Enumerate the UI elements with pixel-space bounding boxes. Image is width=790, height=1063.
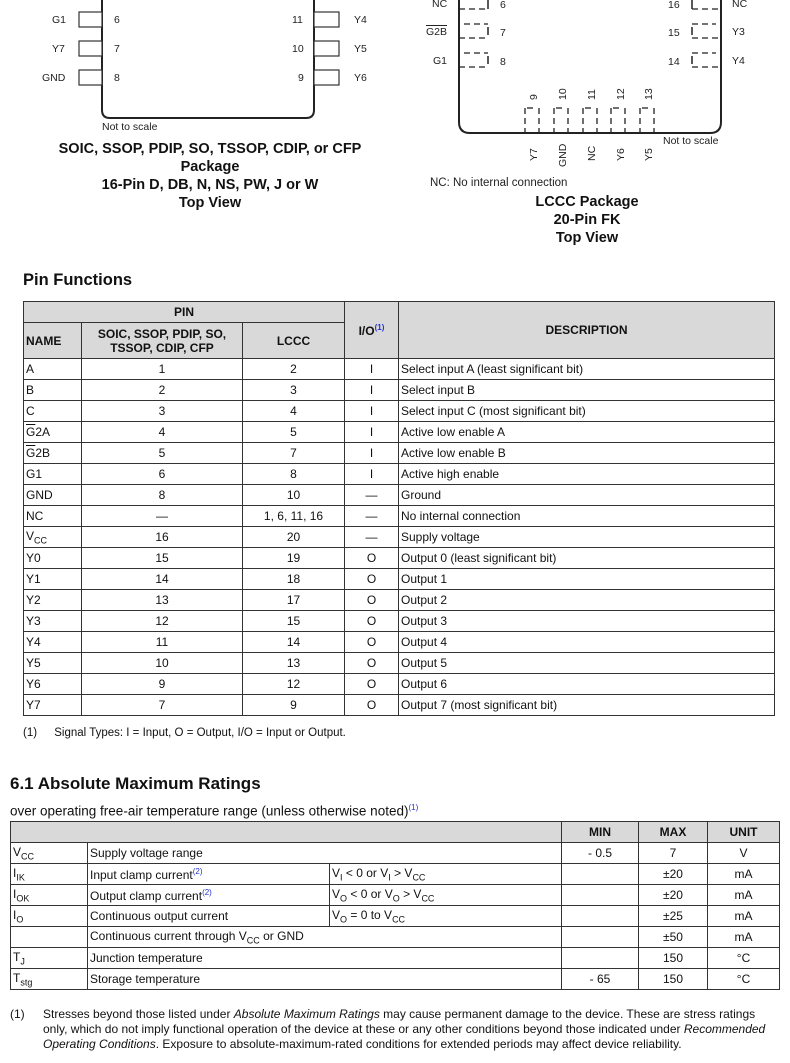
io-header-label: I/O <box>358 323 375 338</box>
table-row <box>11 864 780 885</box>
svg-text:10: 10 <box>557 88 569 100</box>
lccc-pin-name: G1 <box>433 55 448 67</box>
soic-pin-number: 7 <box>114 43 120 55</box>
io-cell: — <box>345 527 399 548</box>
soic-pin-name: GND <box>42 72 66 84</box>
condition-cell: $V_O = 0$ to $V_{CC}$ <box>330 906 562 927</box>
symbol-cell <box>11 969 88 990</box>
pin-name-cell: NC <box>24 506 82 527</box>
symbol: I <box>13 907 17 922</box>
lccc-pin-cell: 12 <box>243 674 345 695</box>
pin-name-cell: $\overline{G}2A$ <box>24 422 82 443</box>
nc-note: NC: No internal connection <box>430 177 568 189</box>
description-cell: Output 3 <box>399 611 775 632</box>
symbol-subscript: O <box>16 914 24 925</box>
pin-name-cell: C <box>24 401 82 422</box>
description-cell: Output 0 (least significant bit) <box>399 548 775 569</box>
io-cell: O <box>345 653 399 674</box>
symbol: V <box>13 844 22 859</box>
pin-name-cell: Y7 <box>24 695 82 716</box>
soic-pin-cell: 10 <box>82 653 243 674</box>
abs-max-footnote-ref[interactable]: (1) <box>408 803 419 812</box>
table-row <box>24 611 775 632</box>
parameter-text: Junction temperature <box>90 951 203 965</box>
footnote-part: . Exposure to absolute-maximum-rated conditions for extended periods may affect device reliability. <box>155 1037 682 1051</box>
unit-cell: °C <box>708 948 780 969</box>
condition-cell: $V_O < 0$ or $V_O > V_{CC}$ <box>330 885 562 906</box>
io-header <box>345 302 399 359</box>
table-row <box>24 653 775 674</box>
lccc-pin-cell: 9 <box>243 695 345 716</box>
unit-cell: V <box>708 843 780 864</box>
table-row <box>24 695 775 716</box>
soic-pin-number: 11 <box>292 14 303 26</box>
soic-pin-cell: 8 <box>82 485 243 506</box>
min-cell <box>562 906 639 927</box>
min-header: MIN <box>562 822 639 843</box>
parameter-cell <box>88 843 562 864</box>
description-cell: Active low enable B <box>399 443 775 464</box>
svg-text:Y5: Y5 <box>643 148 655 161</box>
max-cell: 150 <box>639 969 708 990</box>
name-header: NAME <box>24 323 82 359</box>
soic-pin-cell: 2 <box>82 380 243 401</box>
pin-name-cell: Y3 <box>24 611 82 632</box>
description-cell: No internal connection <box>399 506 775 527</box>
parameter-cell <box>88 864 330 885</box>
soic-pin-cell: 11 <box>82 632 243 653</box>
soic-pin-cell: 14 <box>82 569 243 590</box>
table-row <box>24 464 775 485</box>
io-cell: I <box>345 443 399 464</box>
lccc-pin-cell: 7 <box>243 443 345 464</box>
soic-pin-name: Y6 <box>354 72 367 84</box>
table-row <box>24 359 775 380</box>
io-cell: O <box>345 548 399 569</box>
abs-max-subtitle-text: over operating free-air temperature range (unless otherwise noted) <box>10 803 409 819</box>
pin-header: PIN <box>24 302 345 323</box>
soic-pin-cell: 3 <box>82 401 243 422</box>
lccc-pin-cell: 1, 6, 11, 16 <box>243 506 345 527</box>
parameter-text: Input clamp current <box>90 867 193 882</box>
pin-name-cell: G1 <box>24 464 82 485</box>
min-cell <box>562 948 639 969</box>
svg-text:6: 6 <box>500 0 506 11</box>
table-row <box>24 443 775 464</box>
svg-text:15: 15 <box>668 27 680 39</box>
unit-cell: mA <box>708 885 780 906</box>
lccc-pin-name: NC <box>732 0 748 10</box>
lccc-pin-name: Y4 <box>732 55 745 67</box>
soic-pin-name: Y5 <box>354 43 367 55</box>
min-cell: - 65 <box>562 969 639 990</box>
lccc-pin-cell: 17 <box>243 590 345 611</box>
max-cell: 150 <box>639 948 708 969</box>
symbol-cell <box>11 885 88 906</box>
pin-name-cell: $\overline{G}2B$ <box>24 443 82 464</box>
svg-text:16: 16 <box>668 0 680 11</box>
footnote-text: Signal Types: I = Input, O = Output, I/O = Input or Output. <box>54 727 346 739</box>
io-cell: I <box>345 380 399 401</box>
min-cell <box>562 885 639 906</box>
io-cell: I <box>345 359 399 380</box>
description-cell: Output 7 (most significant bit) <box>399 695 775 716</box>
symbol-subscript: OK <box>16 893 30 904</box>
symbol: I <box>13 865 17 880</box>
lccc-pin-cell: 15 <box>243 611 345 632</box>
description-cell: Output 4 <box>399 632 775 653</box>
pin-name-cell: Y4 <box>24 632 82 653</box>
soic-pin-cell: 13 <box>82 590 243 611</box>
table-row <box>11 948 780 969</box>
description-cell: Active low enable A <box>399 422 775 443</box>
table-header-row <box>24 302 775 323</box>
unit-cell: mA <box>708 927 780 948</box>
soic-pin-number: 6 <box>114 14 120 26</box>
symbol-cell <box>11 906 88 927</box>
table-row <box>24 569 775 590</box>
soic-pin-name: Y7 <box>52 43 65 55</box>
io-cell: O <box>345 590 399 611</box>
footnote-part: may cause permanent damage to the device. These are stress ratings only, which do not imply functional operation of the device at these or any other conditions beyond those indicated under <box>43 1007 756 1036</box>
description-cell: Ground <box>399 485 775 506</box>
lccc-pin-cell: 8 <box>243 464 345 485</box>
max-cell: ±50 <box>639 927 708 948</box>
io-cell: I <box>345 422 399 443</box>
table-row <box>24 674 775 695</box>
max-cell: ±20 <box>639 864 708 885</box>
svg-text:14: 14 <box>668 56 680 68</box>
io-footnote-ref[interactable]: (1) <box>374 322 385 332</box>
condition-cell: $V_I < 0$ or $V_I > V_{CC}$ <box>330 864 562 885</box>
svg-text:8: 8 <box>500 56 506 68</box>
lccc-pin-cell: 14 <box>243 632 345 653</box>
soic-header: SOIC, SSOP, PDIP, SO, TSSOP, CDIP, CFP <box>82 323 243 359</box>
table-row <box>24 632 775 653</box>
lccc-pin-cell: 18 <box>243 569 345 590</box>
lccc-pin-cell: 5 <box>243 422 345 443</box>
parameter-text: Continuous current through $V_{CC}$ or GND <box>90 928 304 946</box>
parameter-cell <box>88 948 562 969</box>
footnote-emphasis: Absolute Maximum Ratings <box>233 1007 380 1021</box>
table-row <box>11 969 780 990</box>
lccc-caption-line: 20-Pin FK <box>553 212 621 228</box>
svg-text:7: 7 <box>500 27 506 39</box>
soic-caption-line: SOIC, SSOP, PDIP, SO, TSSOP, CDIP, or CFP <box>58 141 362 157</box>
io-cell: O <box>345 632 399 653</box>
pin-name-cell: Y1 <box>24 569 82 590</box>
lccc-pin-cell: 2 <box>243 359 345 380</box>
soic-pin-name: G1 <box>52 14 67 26</box>
io-cell: — <box>345 485 399 506</box>
table-row <box>24 485 775 506</box>
symbol-subscript: J <box>20 956 25 967</box>
soic-not-to-scale: Not to scale <box>102 121 158 133</box>
soic-pin-cell: 12 <box>82 611 243 632</box>
soic-pin-cell: 5 <box>82 443 243 464</box>
description-cell: Output 2 <box>399 590 775 611</box>
symbol-cell <box>11 864 88 885</box>
table-row <box>24 380 775 401</box>
soic-pin-cell: 7 <box>82 695 243 716</box>
lccc-caption-line: Top View <box>555 230 619 246</box>
symbol: T <box>13 949 21 964</box>
table-header-row <box>11 822 780 843</box>
svg-text:NC: NC <box>586 145 598 161</box>
soic-caption-line: Top View <box>178 195 242 211</box>
symbol-cell <box>11 843 88 864</box>
symbol-subscript: IK <box>16 872 25 883</box>
pin-functions-footnote <box>23 726 346 741</box>
abs-max-table <box>10 821 780 990</box>
unit-header: UNIT <box>708 822 780 843</box>
lccc-pin-cell: 13 <box>243 653 345 674</box>
lccc-pin-cell: 4 <box>243 401 345 422</box>
parameter-cell <box>88 906 330 927</box>
svg-text:Y6: Y6 <box>615 148 627 161</box>
soic-pin-cell: 15 <box>82 548 243 569</box>
unit-cell: mA <box>708 906 780 927</box>
table-row <box>11 906 780 927</box>
pin-name-cell: Y6 <box>24 674 82 695</box>
svg-text:Y7: Y7 <box>528 148 540 161</box>
description-cell: Select input C (most significant bit) <box>399 401 775 422</box>
lccc-pin-cell: 19 <box>243 548 345 569</box>
table-row <box>11 885 780 906</box>
footnote-ref[interactable]: (2) <box>192 866 203 876</box>
soic-pin-number: 10 <box>292 43 304 55</box>
pin-name-cell: GND <box>24 485 82 506</box>
pin-name-cell: Y2 <box>24 590 82 611</box>
lccc-caption <box>487 193 687 247</box>
lccc-pin-name: NC <box>432 0 448 10</box>
parameter-cell <box>88 927 562 948</box>
parameter-cell <box>88 885 330 906</box>
lccc-caption-line: LCCC Package <box>535 194 639 210</box>
symbol-subscript: stg <box>20 977 33 988</box>
svg-text:9: 9 <box>528 94 540 100</box>
pin-name-cell: $V_{CC}$ <box>24 527 82 548</box>
table-row <box>24 422 775 443</box>
svg-text:13: 13 <box>643 88 655 100</box>
soic-pin-cell: 4 <box>82 422 243 443</box>
max-cell: ±25 <box>639 906 708 927</box>
soic-pin-number: 8 <box>114 72 120 84</box>
io-cell: O <box>345 674 399 695</box>
table-row <box>24 527 775 548</box>
svg-text:12: 12 <box>615 88 627 100</box>
io-cell: I <box>345 401 399 422</box>
io-cell: O <box>345 569 399 590</box>
abs-max-title: 6.1 Absolute Maximum Ratings <box>10 774 261 793</box>
max-header: MAX <box>639 822 708 843</box>
max-cell: 7 <box>639 843 708 864</box>
description-cell: Select input A (least significant bit) <box>399 359 775 380</box>
pin-name-cell: Y5 <box>24 653 82 674</box>
symbol: I <box>13 886 17 901</box>
abs-max-footnote <box>10 1007 780 1052</box>
symbol-cell <box>11 927 88 948</box>
parameter-text: Output clamp current <box>90 888 203 903</box>
io-cell: O <box>345 695 399 716</box>
max-cell: ±20 <box>639 885 708 906</box>
io-cell: O <box>345 611 399 632</box>
symbol: T <box>13 970 21 985</box>
pin-name-cell: B <box>24 380 82 401</box>
lccc-pin-cell: 10 <box>243 485 345 506</box>
description-cell: Supply voltage <box>399 527 775 548</box>
soic-caption-line: 16-Pin D, DB, N, NS, PW, J or W <box>101 177 319 193</box>
abs-max-subtitle <box>10 803 418 819</box>
table-row <box>11 843 780 864</box>
symbol-subscript: CC <box>21 851 35 862</box>
pin-name-cell: Y0 <box>24 548 82 569</box>
abs-max-blank-header <box>11 822 562 843</box>
soic-caption <box>20 140 400 212</box>
symbol-cell <box>11 948 88 969</box>
min-cell <box>562 864 639 885</box>
footnote-emphasis: Recommended Operating Conditions <box>43 1022 766 1051</box>
parameter-text: Continuous output current <box>90 909 229 923</box>
table-row <box>24 590 775 611</box>
io-cell: I <box>345 464 399 485</box>
table-row <box>24 548 775 569</box>
table-row <box>24 506 775 527</box>
unit-cell: °C <box>708 969 780 990</box>
lccc-pin-cell: 20 <box>243 527 345 548</box>
soic-pin-name: Y4 <box>354 14 367 26</box>
description-cell: Active high enable <box>399 464 775 485</box>
lccc-pin-cell: 3 <box>243 380 345 401</box>
soic-pin-cell: 1 <box>82 359 243 380</box>
pin-functions-table <box>23 301 775 716</box>
svg-text:11: 11 <box>586 89 598 100</box>
footnote-text <box>43 1007 780 1052</box>
footnote-part: Stresses beyond those listed under <box>43 1007 234 1021</box>
description-cell: Output 6 <box>399 674 775 695</box>
soic-pin-cell: 6 <box>82 464 243 485</box>
io-cell: — <box>345 506 399 527</box>
footnote-number: (1) <box>10 1007 25 1021</box>
lccc-pin-name: Y3 <box>732 26 745 38</box>
description-cell: Output 1 <box>399 569 775 590</box>
description-cell: Select input B <box>399 380 775 401</box>
parameter-text: Supply voltage range <box>90 846 203 860</box>
soic-pin-cell: — <box>82 506 243 527</box>
lccc-not-to-scale: Not to scale <box>663 135 719 147</box>
soic-pin-cell: 16 <box>82 527 243 548</box>
soic-pin-number: 9 <box>298 72 304 84</box>
unit-cell: mA <box>708 864 780 885</box>
lccc-pin-name: G2B <box>426 26 448 38</box>
parameter-cell <box>88 969 562 990</box>
min-cell: - 0.5 <box>562 843 639 864</box>
pin-functions-title: Pin Functions <box>23 271 133 289</box>
table-row <box>11 927 780 948</box>
description-cell: Output 5 <box>399 653 775 674</box>
footnote-number: (1) <box>23 727 38 739</box>
table-row <box>24 401 775 422</box>
soic-caption-line: Package <box>180 159 240 175</box>
soic-pin-cell: 9 <box>82 674 243 695</box>
min-cell <box>562 927 639 948</box>
pin-name-cell: A <box>24 359 82 380</box>
svg-text:GND: GND <box>557 143 569 167</box>
footnote-ref[interactable]: (2) <box>202 887 212 897</box>
description-header: DESCRIPTION <box>399 302 775 359</box>
parameter-text: Storage temperature <box>90 972 201 986</box>
lccc-header: LCCC <box>243 323 345 359</box>
